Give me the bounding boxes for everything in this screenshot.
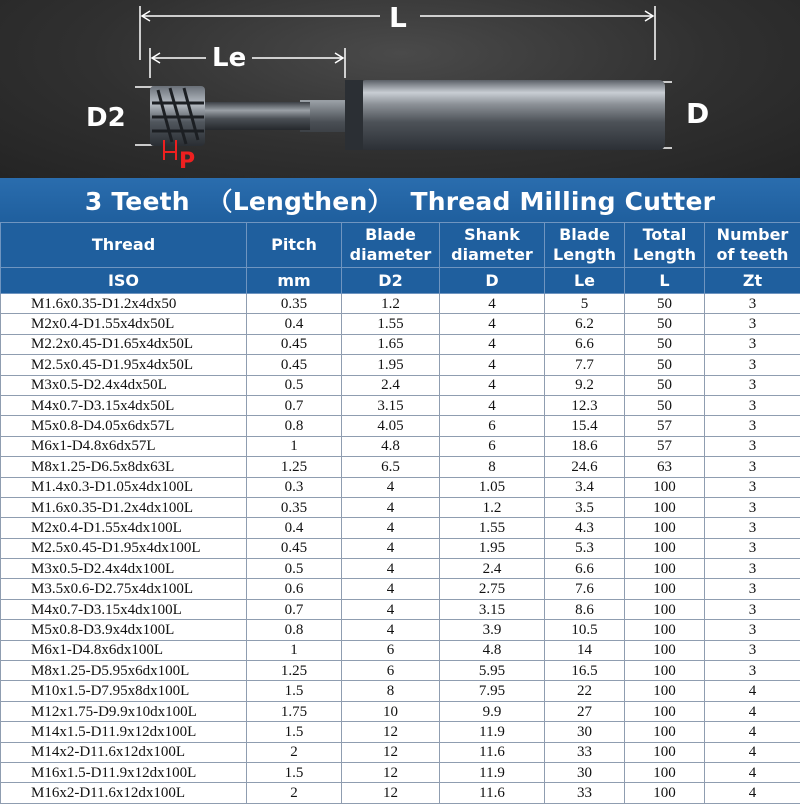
blade-diameter-cell: 2.4 bbox=[342, 375, 440, 395]
pitch-cell: 1.75 bbox=[247, 701, 342, 721]
teeth-cell: 3 bbox=[705, 559, 800, 579]
blade-length-cell: 15.4 bbox=[545, 416, 625, 436]
pitch-cell: 0.7 bbox=[247, 599, 342, 619]
thread-cell: M5x0.8-D3.9x4dx100L bbox=[1, 620, 247, 640]
total-length-cell: 100 bbox=[625, 722, 705, 742]
header-blade-length: Blade Length bbox=[545, 223, 625, 268]
shank-diameter-cell: 4 bbox=[440, 294, 545, 314]
blade-length-cell: 18.6 bbox=[545, 436, 625, 456]
total-length-cell: 100 bbox=[625, 742, 705, 762]
dimension-L-label: L bbox=[389, 4, 407, 32]
blade-length-cell: 10.5 bbox=[545, 620, 625, 640]
thread-cell: M1.4x0.3-D1.05x4dx100L bbox=[1, 477, 247, 497]
shank-diameter-cell: 3.15 bbox=[440, 599, 545, 619]
total-length-cell: 100 bbox=[625, 518, 705, 538]
pitch-cell: 1.5 bbox=[247, 681, 342, 701]
shank-diameter-cell: 4 bbox=[440, 375, 545, 395]
teeth-cell: 3 bbox=[705, 640, 800, 660]
table-row bbox=[1, 538, 800, 558]
unit-pitch: mm bbox=[247, 268, 342, 294]
blade-length-cell: 27 bbox=[545, 701, 625, 721]
blade-length-cell: 7.7 bbox=[545, 355, 625, 375]
blade-diameter-cell: 4 bbox=[342, 579, 440, 599]
blade-diameter-cell: 3.15 bbox=[342, 395, 440, 415]
blade-length-cell: 33 bbox=[545, 742, 625, 762]
table-row bbox=[1, 395, 800, 415]
shank-diameter-cell: 11.6 bbox=[440, 783, 545, 803]
shank-diameter-cell: 6 bbox=[440, 416, 545, 436]
blade-length-cell: 6.6 bbox=[545, 559, 625, 579]
pitch-cell: 0.45 bbox=[247, 538, 342, 558]
blade-length-cell: 6.2 bbox=[545, 314, 625, 334]
table-row bbox=[1, 355, 800, 375]
thread-cell: M14x1.5-D11.9x12dx100L bbox=[1, 722, 247, 742]
table-row bbox=[1, 436, 800, 456]
total-length-cell: 100 bbox=[625, 620, 705, 640]
pitch-cell: 0.4 bbox=[247, 314, 342, 334]
thread-cell: M4x0.7-D3.15x4dx100L bbox=[1, 599, 247, 619]
blade-diameter-cell: 4 bbox=[342, 497, 440, 517]
table-row bbox=[1, 294, 800, 314]
unit-number-of-teeth: Zt bbox=[705, 268, 800, 294]
spec-table bbox=[0, 222, 800, 804]
blade-diameter-cell: 1.2 bbox=[342, 294, 440, 314]
teeth-cell: 3 bbox=[705, 579, 800, 599]
table-row bbox=[1, 518, 800, 538]
shank-diameter-cell: 8 bbox=[440, 457, 545, 477]
thread-cell: M2x0.4-D1.55x4dx50L bbox=[1, 314, 247, 334]
teeth-cell: 3 bbox=[705, 477, 800, 497]
shank-diameter-cell: 6 bbox=[440, 436, 545, 456]
pitch-cell: 0.35 bbox=[247, 294, 342, 314]
table-row bbox=[1, 661, 800, 681]
teeth-cell: 3 bbox=[705, 294, 800, 314]
pitch-cell: 0.8 bbox=[247, 416, 342, 436]
blade-length-cell: 33 bbox=[545, 783, 625, 803]
teeth-cell: 3 bbox=[705, 416, 800, 436]
shank-diameter-cell: 2.4 bbox=[440, 559, 545, 579]
table-row bbox=[1, 620, 800, 640]
dimension-Le-label: Le bbox=[212, 45, 246, 71]
total-length-cell: 50 bbox=[625, 314, 705, 334]
pitch-cell: 2 bbox=[247, 783, 342, 803]
thread-cell: M2.5x0.45-D1.95x4dx50L bbox=[1, 355, 247, 375]
table-row bbox=[1, 457, 800, 477]
table-row bbox=[1, 477, 800, 497]
table-row bbox=[1, 497, 800, 517]
shank-diameter-cell: 3.9 bbox=[440, 620, 545, 640]
table-row bbox=[1, 314, 800, 334]
thread-cell: M14x2-D11.6x12dx100L bbox=[1, 742, 247, 762]
pitch-cell: 0.7 bbox=[247, 395, 342, 415]
blade-length-cell: 12.3 bbox=[545, 395, 625, 415]
shank-diameter-cell: 1.55 bbox=[440, 518, 545, 538]
total-length-cell: 100 bbox=[625, 497, 705, 517]
thread-cell: M6x1-D4.8x6dx100L bbox=[1, 640, 247, 660]
blade-length-cell: 30 bbox=[545, 722, 625, 742]
teeth-cell: 3 bbox=[705, 375, 800, 395]
table-row bbox=[1, 416, 800, 436]
teeth-cell: 3 bbox=[705, 538, 800, 558]
blade-diameter-cell: 12 bbox=[342, 783, 440, 803]
total-length-cell: 100 bbox=[625, 599, 705, 619]
unit-blade-length: Le bbox=[545, 268, 625, 294]
teeth-cell: 3 bbox=[705, 355, 800, 375]
blade-diameter-cell: 4 bbox=[342, 518, 440, 538]
total-length-cell: 100 bbox=[625, 640, 705, 660]
blade-length-cell: 7.6 bbox=[545, 579, 625, 599]
table-row bbox=[1, 742, 800, 762]
page-title: 3 Teeth （Lengthen） Thread Milling Cutter bbox=[85, 182, 715, 218]
teeth-cell: 3 bbox=[705, 436, 800, 456]
teeth-cell: 4 bbox=[705, 681, 800, 701]
unit-thread: ISO bbox=[1, 268, 247, 294]
blade-diameter-cell: 6 bbox=[342, 661, 440, 681]
pitch-cell: 1.25 bbox=[247, 457, 342, 477]
total-length-cell: 100 bbox=[625, 477, 705, 497]
pitch-cell: 0.4 bbox=[247, 518, 342, 538]
thread-cell: M16x2-D11.6x12dx100L bbox=[1, 783, 247, 803]
pitch-cell: 0.3 bbox=[247, 477, 342, 497]
teeth-cell: 3 bbox=[705, 620, 800, 640]
header-pitch: Pitch bbox=[247, 223, 342, 268]
thread-cell: M2.2x0.45-D1.65x4dx50L bbox=[1, 334, 247, 354]
pitch-cell: 0.45 bbox=[247, 355, 342, 375]
shank-diameter-cell: 7.95 bbox=[440, 681, 545, 701]
blade-diameter-cell: 4 bbox=[342, 620, 440, 640]
shank-diameter-cell: 1.2 bbox=[440, 497, 545, 517]
teeth-cell: 3 bbox=[705, 497, 800, 517]
shank-diameter-cell: 1.95 bbox=[440, 538, 545, 558]
table-header-row bbox=[1, 223, 800, 268]
table-row bbox=[1, 783, 800, 803]
blade-diameter-cell: 8 bbox=[342, 681, 440, 701]
blade-length-cell: 4.3 bbox=[545, 518, 625, 538]
table-row bbox=[1, 681, 800, 701]
blade-length-cell: 22 bbox=[545, 681, 625, 701]
teeth-cell: 4 bbox=[705, 783, 800, 803]
table-row bbox=[1, 762, 800, 782]
table-row bbox=[1, 599, 800, 619]
total-length-cell: 100 bbox=[625, 579, 705, 599]
unit-blade-diameter: D2 bbox=[342, 268, 440, 294]
total-length-cell: 50 bbox=[625, 294, 705, 314]
table-row bbox=[1, 559, 800, 579]
blade-length-cell: 14 bbox=[545, 640, 625, 660]
teeth-cell: 3 bbox=[705, 599, 800, 619]
blade-diameter-cell: 10 bbox=[342, 701, 440, 721]
blade-length-cell: 6.6 bbox=[545, 334, 625, 354]
blade-diameter-cell: 6 bbox=[342, 640, 440, 660]
title-bar bbox=[0, 178, 800, 222]
pitch-cell: 1 bbox=[247, 640, 342, 660]
teeth-cell: 3 bbox=[705, 518, 800, 538]
unit-total-length: L bbox=[625, 268, 705, 294]
shank-diameter-cell: 4 bbox=[440, 334, 545, 354]
pitch-cell: 0.35 bbox=[247, 497, 342, 517]
shank-diameter-cell: 1.05 bbox=[440, 477, 545, 497]
thread-cell: M1.6x0.35-D1.2x4dx100L bbox=[1, 497, 247, 517]
blade-diameter-cell: 1.95 bbox=[342, 355, 440, 375]
total-length-cell: 100 bbox=[625, 681, 705, 701]
total-length-cell: 100 bbox=[625, 701, 705, 721]
total-length-cell: 57 bbox=[625, 436, 705, 456]
pitch-cell: 1 bbox=[247, 436, 342, 456]
header-thread: Thread bbox=[1, 223, 247, 268]
total-length-cell: 50 bbox=[625, 395, 705, 415]
thread-cell: M3.5x0.6-D2.75x4dx100L bbox=[1, 579, 247, 599]
blade-diameter-cell: 4 bbox=[342, 477, 440, 497]
teeth-cell: 3 bbox=[705, 395, 800, 415]
thread-cell: M3x0.5-D2.4x4dx50L bbox=[1, 375, 247, 395]
teeth-cell: 3 bbox=[705, 457, 800, 477]
shank-diameter-cell: 2.75 bbox=[440, 579, 545, 599]
blade-diameter-cell: 1.65 bbox=[342, 334, 440, 354]
pitch-cell: 0.5 bbox=[247, 375, 342, 395]
pitch-cell: 1.5 bbox=[247, 722, 342, 742]
unit-shank-diameter: D bbox=[440, 268, 545, 294]
teeth-cell: 4 bbox=[705, 722, 800, 742]
blade-diameter-cell: 4.8 bbox=[342, 436, 440, 456]
blade-diameter-cell: 4 bbox=[342, 599, 440, 619]
shank-diameter-cell: 4.8 bbox=[440, 640, 545, 660]
shank-diameter-cell: 11.6 bbox=[440, 742, 545, 762]
blade-length-cell: 16.5 bbox=[545, 661, 625, 681]
header-total-length: Total Length bbox=[625, 223, 705, 268]
header-blade-diameter: Blade diameter bbox=[342, 223, 440, 268]
total-length-cell: 100 bbox=[625, 559, 705, 579]
blade-length-cell: 24.6 bbox=[545, 457, 625, 477]
cutter-illustration bbox=[0, 0, 800, 178]
thread-cell: M5x0.8-D4.05x6dx57L bbox=[1, 416, 247, 436]
blade-diameter-cell: 6.5 bbox=[342, 457, 440, 477]
total-length-cell: 57 bbox=[625, 416, 705, 436]
thread-cell: M3x0.5-D2.4x4dx100L bbox=[1, 559, 247, 579]
blade-length-cell: 3.4 bbox=[545, 477, 625, 497]
pitch-cell: 0.5 bbox=[247, 559, 342, 579]
total-length-cell: 100 bbox=[625, 538, 705, 558]
total-length-cell: 50 bbox=[625, 375, 705, 395]
total-length-cell: 50 bbox=[625, 355, 705, 375]
shank-diameter-cell: 9.9 bbox=[440, 701, 545, 721]
table-row bbox=[1, 375, 800, 395]
total-length-cell: 100 bbox=[625, 783, 705, 803]
thread-cell: M6x1-D4.8x6dx57L bbox=[1, 436, 247, 456]
total-length-cell: 100 bbox=[625, 762, 705, 782]
table-unit-row bbox=[1, 268, 800, 294]
thread-cell: M8x1.25-D5.95x6dx100L bbox=[1, 661, 247, 681]
pitch-cell: 1.25 bbox=[247, 661, 342, 681]
shank-diameter-cell: 4 bbox=[440, 395, 545, 415]
blade-length-cell: 5 bbox=[545, 294, 625, 314]
total-length-cell: 100 bbox=[625, 661, 705, 681]
dimension-P-label: P bbox=[179, 151, 195, 173]
thread-cell: M16x1.5-D11.9x12dx100L bbox=[1, 762, 247, 782]
table-row bbox=[1, 579, 800, 599]
thread-cell: M8x1.25-D6.5x8dx63L bbox=[1, 457, 247, 477]
header-number-of-teeth: Number of teeth bbox=[705, 223, 800, 268]
total-length-cell: 63 bbox=[625, 457, 705, 477]
teeth-cell: 4 bbox=[705, 762, 800, 782]
pitch-cell: 2 bbox=[247, 742, 342, 762]
thread-cell: M2x0.4-D1.55x4dx100L bbox=[1, 518, 247, 538]
blade-length-cell: 5.3 bbox=[545, 538, 625, 558]
blade-diameter-cell: 4.05 bbox=[342, 416, 440, 436]
shank-diameter-cell: 5.95 bbox=[440, 661, 545, 681]
blade-length-cell: 8.6 bbox=[545, 599, 625, 619]
thread-cell: M1.6x0.35-D1.2x4dx50 bbox=[1, 294, 247, 314]
dimension-D2-label: D2 bbox=[86, 105, 126, 131]
thread-cell: M4x0.7-D3.15x4dx50L bbox=[1, 395, 247, 415]
blade-length-cell: 30 bbox=[545, 762, 625, 782]
blade-diameter-cell: 12 bbox=[342, 762, 440, 782]
teeth-cell: 3 bbox=[705, 314, 800, 334]
pitch-cell: 0.8 bbox=[247, 620, 342, 640]
table-row bbox=[1, 640, 800, 660]
teeth-cell: 4 bbox=[705, 742, 800, 762]
thread-cell: M2.5x0.45-D1.95x4dx100L bbox=[1, 538, 247, 558]
teeth-cell: 4 bbox=[705, 701, 800, 721]
table-row bbox=[1, 722, 800, 742]
teeth-cell: 3 bbox=[705, 334, 800, 354]
thread-cell: M10x1.5-D7.95x8dx100L bbox=[1, 681, 247, 701]
blade-diameter-cell: 12 bbox=[342, 722, 440, 742]
blade-diameter-cell: 4 bbox=[342, 538, 440, 558]
table-row bbox=[1, 334, 800, 354]
header-shank-diameter: Shank diameter bbox=[440, 223, 545, 268]
pitch-cell: 0.45 bbox=[247, 334, 342, 354]
total-length-cell: 50 bbox=[625, 334, 705, 354]
blade-length-cell: 9.2 bbox=[545, 375, 625, 395]
blade-diameter-cell: 4 bbox=[342, 559, 440, 579]
shank-diameter-cell: 4 bbox=[440, 355, 545, 375]
blade-length-cell: 3.5 bbox=[545, 497, 625, 517]
pitch-cell: 0.6 bbox=[247, 579, 342, 599]
blade-diameter-cell: 1.55 bbox=[342, 314, 440, 334]
shank-diameter-cell: 11.9 bbox=[440, 762, 545, 782]
thread-cell: M12x1.75-D9.9x10dx100L bbox=[1, 701, 247, 721]
blade-diameter-cell: 12 bbox=[342, 742, 440, 762]
table-row bbox=[1, 701, 800, 721]
shank-diameter-cell: 11.9 bbox=[440, 722, 545, 742]
shank-diameter-cell: 4 bbox=[440, 314, 545, 334]
dimension-D-label: D bbox=[686, 100, 709, 128]
pitch-cell: 1.5 bbox=[247, 762, 342, 782]
teeth-cell: 3 bbox=[705, 661, 800, 681]
